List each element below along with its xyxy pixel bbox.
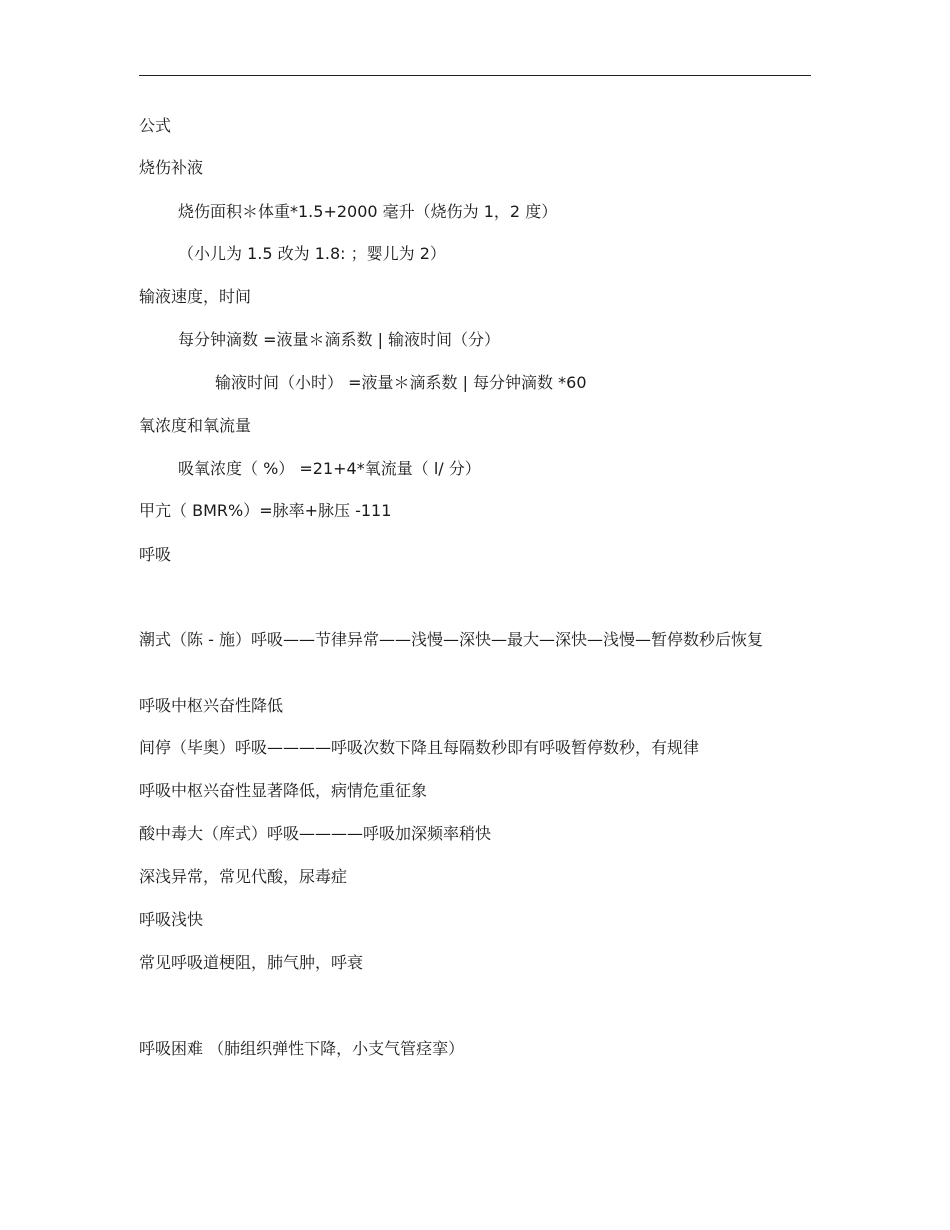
header-rule xyxy=(139,75,811,76)
section-oxygen: 氧浓度和氧流量 xyxy=(139,416,252,435)
burn-fluid-formula: 烧伤面积＊体重*1.5+2000 毫升（烧伤为 1，2 度） xyxy=(178,202,558,221)
kussmaul-cause: 深浅异常，常见代酸，尿毒症 xyxy=(139,867,348,886)
kussmaul-text: 酸中毒大（库式）呼吸————呼吸加深频率稍快 xyxy=(139,824,492,843)
infusion-time-formula: 输液时间（小时） =液量＊滴系数 | 每分钟滴数 *60 xyxy=(215,373,587,392)
section-infusion: 输液速度，时间 xyxy=(139,287,252,306)
burn-fluid-note: （小儿为 1.5 改为 1.8: ；婴儿为 2） xyxy=(178,244,446,263)
cheyne-stokes-text: 潮式（陈 - 施）呼吸——节律异常——浅慢—深快—最大—深快—浅慢—暂停数秒后恢复 xyxy=(139,630,763,649)
hyperthyroid-formula: 甲亢（ BMR%）=脉率+脉压 -111 xyxy=(139,501,392,520)
section-burn-fluid: 烧伤补液 xyxy=(139,158,204,177)
biot-cause: 呼吸中枢兴奋性显著降低，病情危重征象 xyxy=(139,781,428,800)
drip-rate-formula: 每分钟滴数 =液量＊滴系数 | 输液时间（分） xyxy=(178,330,501,349)
oxygen-formula: 吸氧浓度（ %） =21+4*氧流量（ l/ 分） xyxy=(178,459,481,478)
cheyne-stokes-cause: 呼吸中枢兴奋性降低 xyxy=(139,696,284,715)
dyspnea-text: 呼吸困难 （肺组织弹性下降，小支气管痉挛） xyxy=(139,1039,465,1058)
biot-text: 间停（毕奥）呼吸————呼吸次数下降且每隔数秒即有呼吸暂停数秒，有规律 xyxy=(139,738,700,757)
shallow-fast-cause: 常见呼吸道梗阻，肺气肿，呼衰 xyxy=(139,953,364,972)
section-breathing: 呼吸 xyxy=(139,545,172,564)
heading-formulas: 公式 xyxy=(139,116,172,135)
shallow-fast-text: 呼吸浅快 xyxy=(139,910,204,929)
